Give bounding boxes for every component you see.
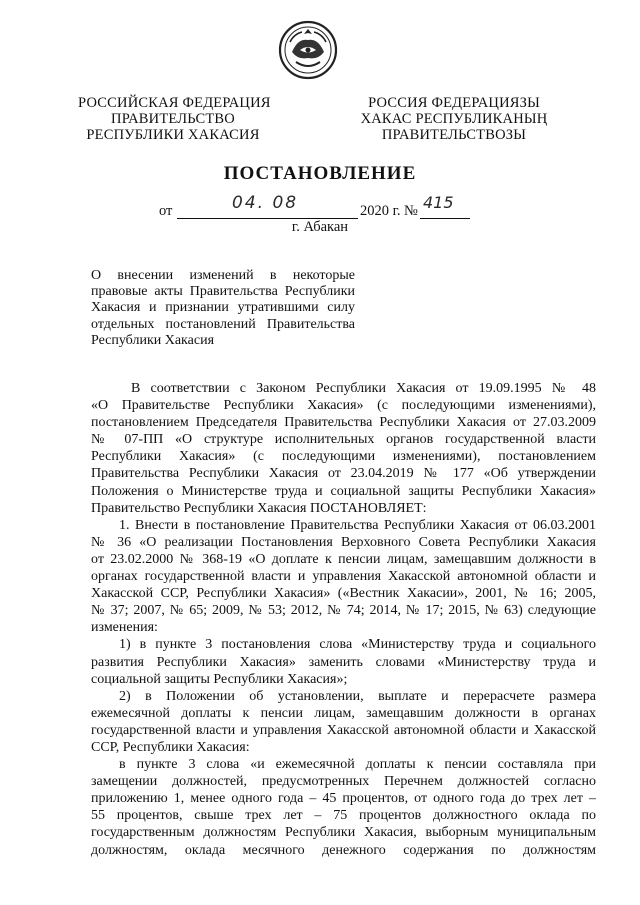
subject-line: отдельных постановлений Правительства (91, 316, 355, 332)
body-line: социальной защиты Республики Хакасия»; (91, 671, 348, 687)
body-line: органах государственной власти и управления Хакасской автономной области и (91, 569, 596, 585)
header-left-block (78, 95, 271, 143)
body-line: Республики Хакасия» (с последующими изменениями), постановлением (91, 449, 596, 465)
body-line: 55 процентов, свыше трех лет – 75 процентов должностного оклада по (91, 808, 596, 824)
body-line: приложению 1, менее одного года – 45 процентов, от одного года до трех лет – (91, 791, 596, 807)
header-right-line: ХАКАС РЕСПУБЛИКАНЫҢ (360, 111, 548, 127)
handwritten-date: 04. 08 (232, 193, 299, 213)
body-line: государственной власти и управления Хакасской автономной области и Хакасской (91, 722, 596, 738)
body-line: № 36 «О реализации Постановления Верховного Совета Республики Хакасия (91, 534, 596, 550)
header-left-line: ПРАВИТЕЛЬСТВО (111, 111, 235, 127)
body-line: Правительство Республики Хакасия ПОСТАНОВЛЯЕТ: (91, 500, 427, 516)
subject-line: правовые акты Правительства Республики (91, 284, 355, 300)
body-line: государственным должностям Республики Хакасия, выборным муниципальным (91, 825, 596, 841)
subject-line: Хакасия и признании утратившими силу (91, 300, 355, 316)
body-line: Правительства Республики Хакасия от 23.04.2019 № 177 «Об утверждении (91, 466, 596, 482)
body-line: изменения: (91, 620, 158, 636)
subject-block (91, 268, 355, 349)
subject-line: О внесении изменений в некоторые (91, 268, 355, 283)
number-label: № (404, 203, 418, 219)
body-line: № 07-ПП «О структуре исполнительных органов государственной власти (91, 432, 596, 448)
body-line: 1. Внести в постановление Правительства Республики Хакасия от 06.03.2001 (119, 517, 596, 533)
body-line: должностям, оклада месячного денежного содержания по должностям (91, 842, 596, 858)
body-text (91, 380, 596, 859)
body-line: Положения о Министерстве труда и социальной защиты Республики Хакасия» (91, 483, 596, 499)
document-title: ПОСТАНОВЛЕНИЕ (223, 163, 417, 184)
body-line: № 37; 2007, № 65; 2009, № 53; 2012, № 74; 2014, № 17; 2015, № 63) следующие (91, 603, 596, 619)
body-line: в пункте 3 слова «и ежемесячной доплаты к пенсии составляла при (119, 757, 596, 773)
body-line: 1) в пункте 3 постановления слова «Министерству труда и социального (119, 637, 596, 653)
body-line: ССР, Республики Хакасия: (91, 739, 250, 755)
body-line: 2) в Положении об установлении, выплате и перерасчете размера (119, 688, 596, 704)
header-right-line: РОССИЯ ФЕДЕРАЦИЯЗЫ (368, 95, 540, 111)
body-line: развития Республики Хакасия» заменить словами «Министерству труда и (91, 654, 596, 670)
body-line: В соответствии с Законом Республики Хакасия от 19.09.1995 № 48 (131, 381, 596, 396)
body-line: замещении должностей, предусмотренных Перечнем должностей согласно (91, 774, 596, 790)
body-line: постановлением Председателя Правительства Республики Хакасия от 27.03.2009 (91, 415, 596, 431)
header-right-block (356, 95, 552, 143)
handwritten-number: 415 (423, 193, 454, 212)
city-label: г. Абакан (291, 219, 349, 235)
year-label: 2020 г. (360, 203, 401, 219)
header-left-line: РОССИЙСКАЯ ФЕДЕРАЦИЯ (78, 95, 271, 111)
header-left-line: РЕСПУБЛИКИ ХАКАСИЯ (86, 127, 260, 143)
body-line: ежемесячной доплаты к пенсии лицам, замещавшим должности в органах (91, 705, 596, 721)
subject-line: Республики Хакасия (91, 332, 215, 348)
body-line: от 23.02.2000 № 368-19 «О доплате к пенсии лицам, замещавшим должности в (91, 551, 596, 567)
body-line: «О Правительстве Республики Хакасия» (с последующими изменениями), (91, 398, 596, 414)
from-label: от (159, 203, 173, 219)
coat-of-arms-icon (278, 20, 338, 80)
header-right-line: ПРАВИТЕЛЬСТВОЗЫ (381, 127, 527, 143)
body-line: Хакасской ССР, Республики Хакасия» («Вестник Хакасии», 2001, № 16; 2005, (91, 586, 596, 602)
